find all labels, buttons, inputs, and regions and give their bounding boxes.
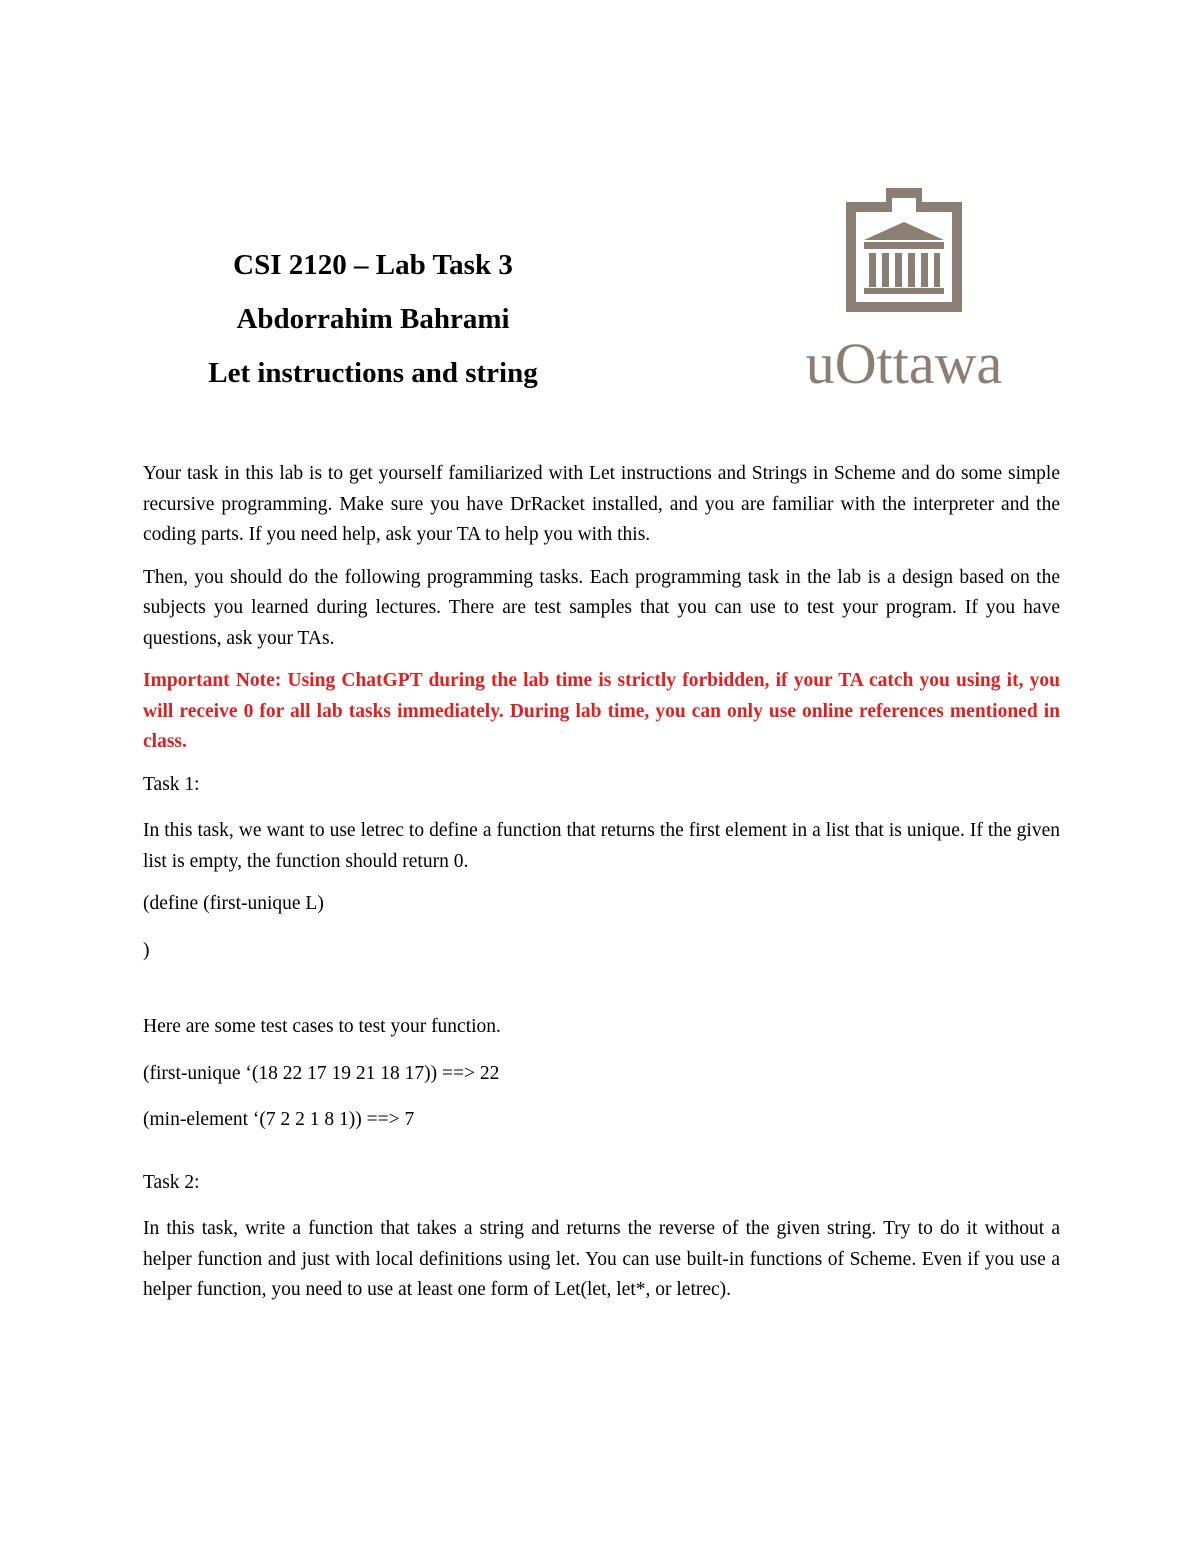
- task2-heading: Task 2:: [143, 1171, 200, 1193]
- university-building-icon: [776, 178, 1032, 328]
- course-title: CSI 2120 – Lab Task 3: [233, 249, 513, 281]
- task1-code-line: (define (first-unique L): [143, 893, 324, 914]
- intro-paragraph: Your task in this lab is to get yourself familiarized with Let instructions and Strings in Scheme and do some simple recursive programming. Make sure you have DrRacket installed, and you are familiar with the interpreter and the coding parts. If you need help, ask your TA to help you with this.: [143, 463, 1060, 545]
- uottawa-wordmark: uOttawa: [805, 331, 1003, 396]
- task1-description: In this task, we want to use letrec to define a function that returns the first element in a list that is unique. If the given list is empty, the function should return 0.: [143, 820, 1060, 872]
- task1-test-case: (min-element ‘(7 2 2 1 8 1)) ==> 7: [143, 1109, 415, 1130]
- task1-test-case: (first-unique ‘(18 22 17 19 21 18 17)) ==> 22: [143, 1062, 500, 1084]
- lab-subject: Let instructions and string: [208, 357, 538, 389]
- uottawa-logo: [776, 178, 1032, 402]
- title-block: [150, 238, 596, 400]
- task1-code-close: ): [143, 939, 150, 961]
- task1-heading: Task 1:: [143, 773, 200, 795]
- instructions-paragraph: Then, you should do the following programming tasks. Each programming task in the lab is a design based on the subjects you learned during lectures. There are test samples that you can use to test your program. If you have questions, ask your TAs.: [143, 566, 1060, 649]
- lab-body: [143, 459, 1060, 1318]
- author-name: Abdorrahim Bahrami: [236, 303, 510, 335]
- important-note: Important Note: Using ChatGPT during the lab time is strictly forbidden, if your TA catch you using it, you will receive 0 for all lab tasks immediately. During lab time, you can only use online references mentioned in class.: [143, 670, 1060, 752]
- task1-tests-intro: Here are some test cases to test your function.: [143, 1016, 501, 1037]
- task2-description: In this task, write a function that takes a string and returns the reverse of the given string. Try to do it without a helper function and just with local definitions using let. You can use built-in functions of Scheme. Even if you use a helper function, you need to use at least one form of Let(let, let*, or letrec).: [143, 1218, 1060, 1300]
